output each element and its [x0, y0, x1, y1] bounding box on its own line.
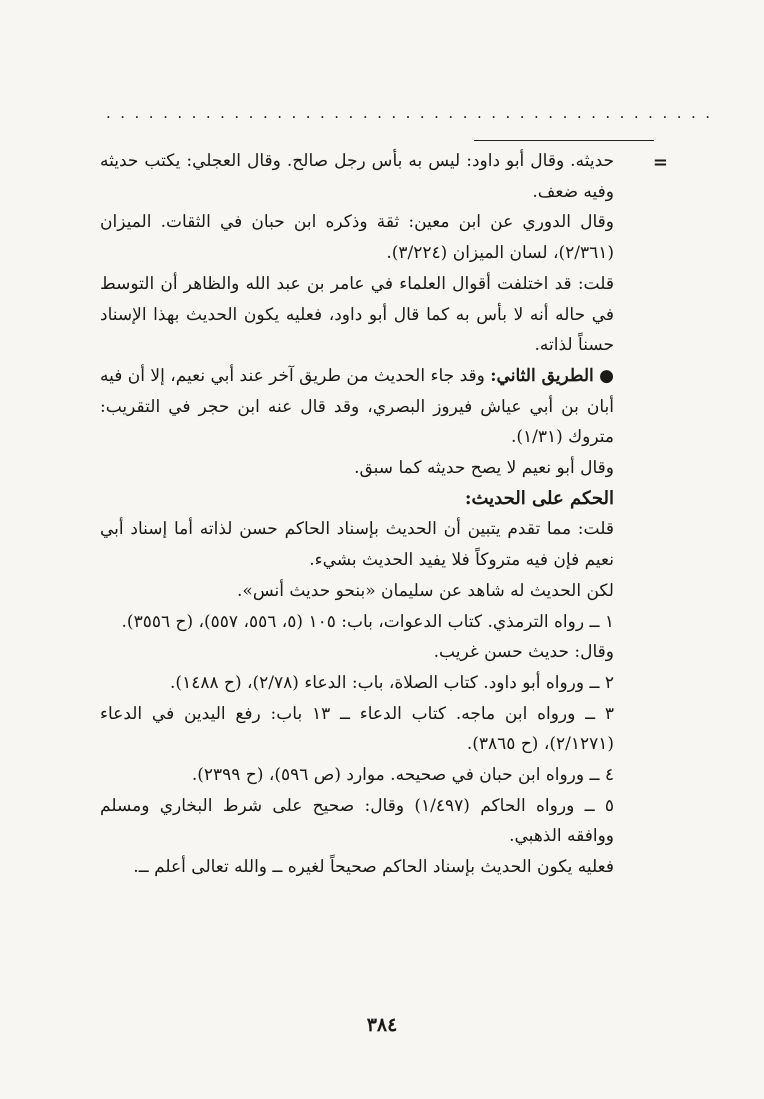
footnote-rule	[474, 140, 654, 141]
paragraph-6: قلت: مما تقدم يتبين أن الحديث بإسناد الحاكم حسن لذاته أما إسناد أبي نعيم فإن فيه متروكاً فلا يفيد الحديث بشيء.	[100, 519, 614, 571]
paragraph-1: حديثه. وقال أبو داود: ليس به بأس رجل صالح. وقال العجلي: يكتب حديثه وفيه ضعف.	[100, 151, 614, 202]
paragraph-2: وقال الدوري عن ابن معين: ثقة وذكره ابن حبان في الثقات. الميزان (٢/٣٦١)، لسان الميزان (٣/٢٢٤).	[100, 212, 614, 264]
paragraph-5: وقال أبو نعيم لا يصح حديثه كما سبق.	[354, 458, 614, 479]
section-label: الطريق الثاني:	[490, 365, 594, 386]
list-item-5: ٥ ــ ورواه الحاكم (١/٤٩٧) وقال: صحيح على شرط البخاري ومسلم ووافقه الذهبي.	[100, 795, 614, 847]
conclusion: فعليه يكون الحديث بإسناد الحاكم صحيحاً لغيره ــ والله تعالى أعلم ــ.	[133, 857, 614, 878]
paragraph-4-text: وقد جاء الحديث من طريق آخر عند أبي نعيم، إلا أن فيه أبان بن أبي عياش فيروز البصري، وقد قال عنه ابن حجر في التقريب: متروك (١/٣١).	[100, 365, 614, 448]
page-number: ٣٨٤	[366, 1014, 398, 1036]
list-item-1: ١ ــ رواه الترمذي. كتاب الدعوات، باب: ١٠٥ (٥، ٥٥٦، ٥٥٧)، (ح ٣٥٥٦).	[121, 611, 614, 632]
paragraph-4	[100, 361, 614, 453]
continuation-mark: =	[652, 152, 668, 173]
bullet-icon: ●	[599, 365, 614, 386]
paragraph-9: وقال: حديث حسن غريب.	[433, 642, 614, 663]
dotted-separator: ...........................................	[106, 104, 720, 122]
page-body	[100, 146, 614, 883]
section-heading: الحكم على الحديث:	[464, 487, 614, 509]
list-item-2: ٢ ــ ورواه أبو داود. كتاب الصلاة، باب: الدعاء (٢/٧٨)، (ح ١٤٨٨).	[170, 672, 614, 693]
paragraph-7: لكن الحديث له شاهد عن سليمان «بنحو حديث أنس».	[237, 580, 614, 601]
list-item-3: ٣ ــ ورواه ابن ماجه. كتاب الدعاء ــ ١٣ باب: رفع اليدين في الدعاء (٢/١٢٧١)، (ح ٣٨٦٥).	[100, 703, 614, 755]
list-item-4: ٤ ــ ورواه ابن حبان في صحيحه. موارد (ص ٥٩٦)، (ح ٢٣٩٩).	[191, 765, 614, 786]
paragraph-3: قلت: قد اختلفت أقوال العلماء في عامر بن عبد الله والظاهر أن التوسط في حاله أنه لا بأس به كما قال أبو داود، فعليه يكون الحديث بهذا الإسناد حسناً لذاته.	[100, 273, 614, 356]
